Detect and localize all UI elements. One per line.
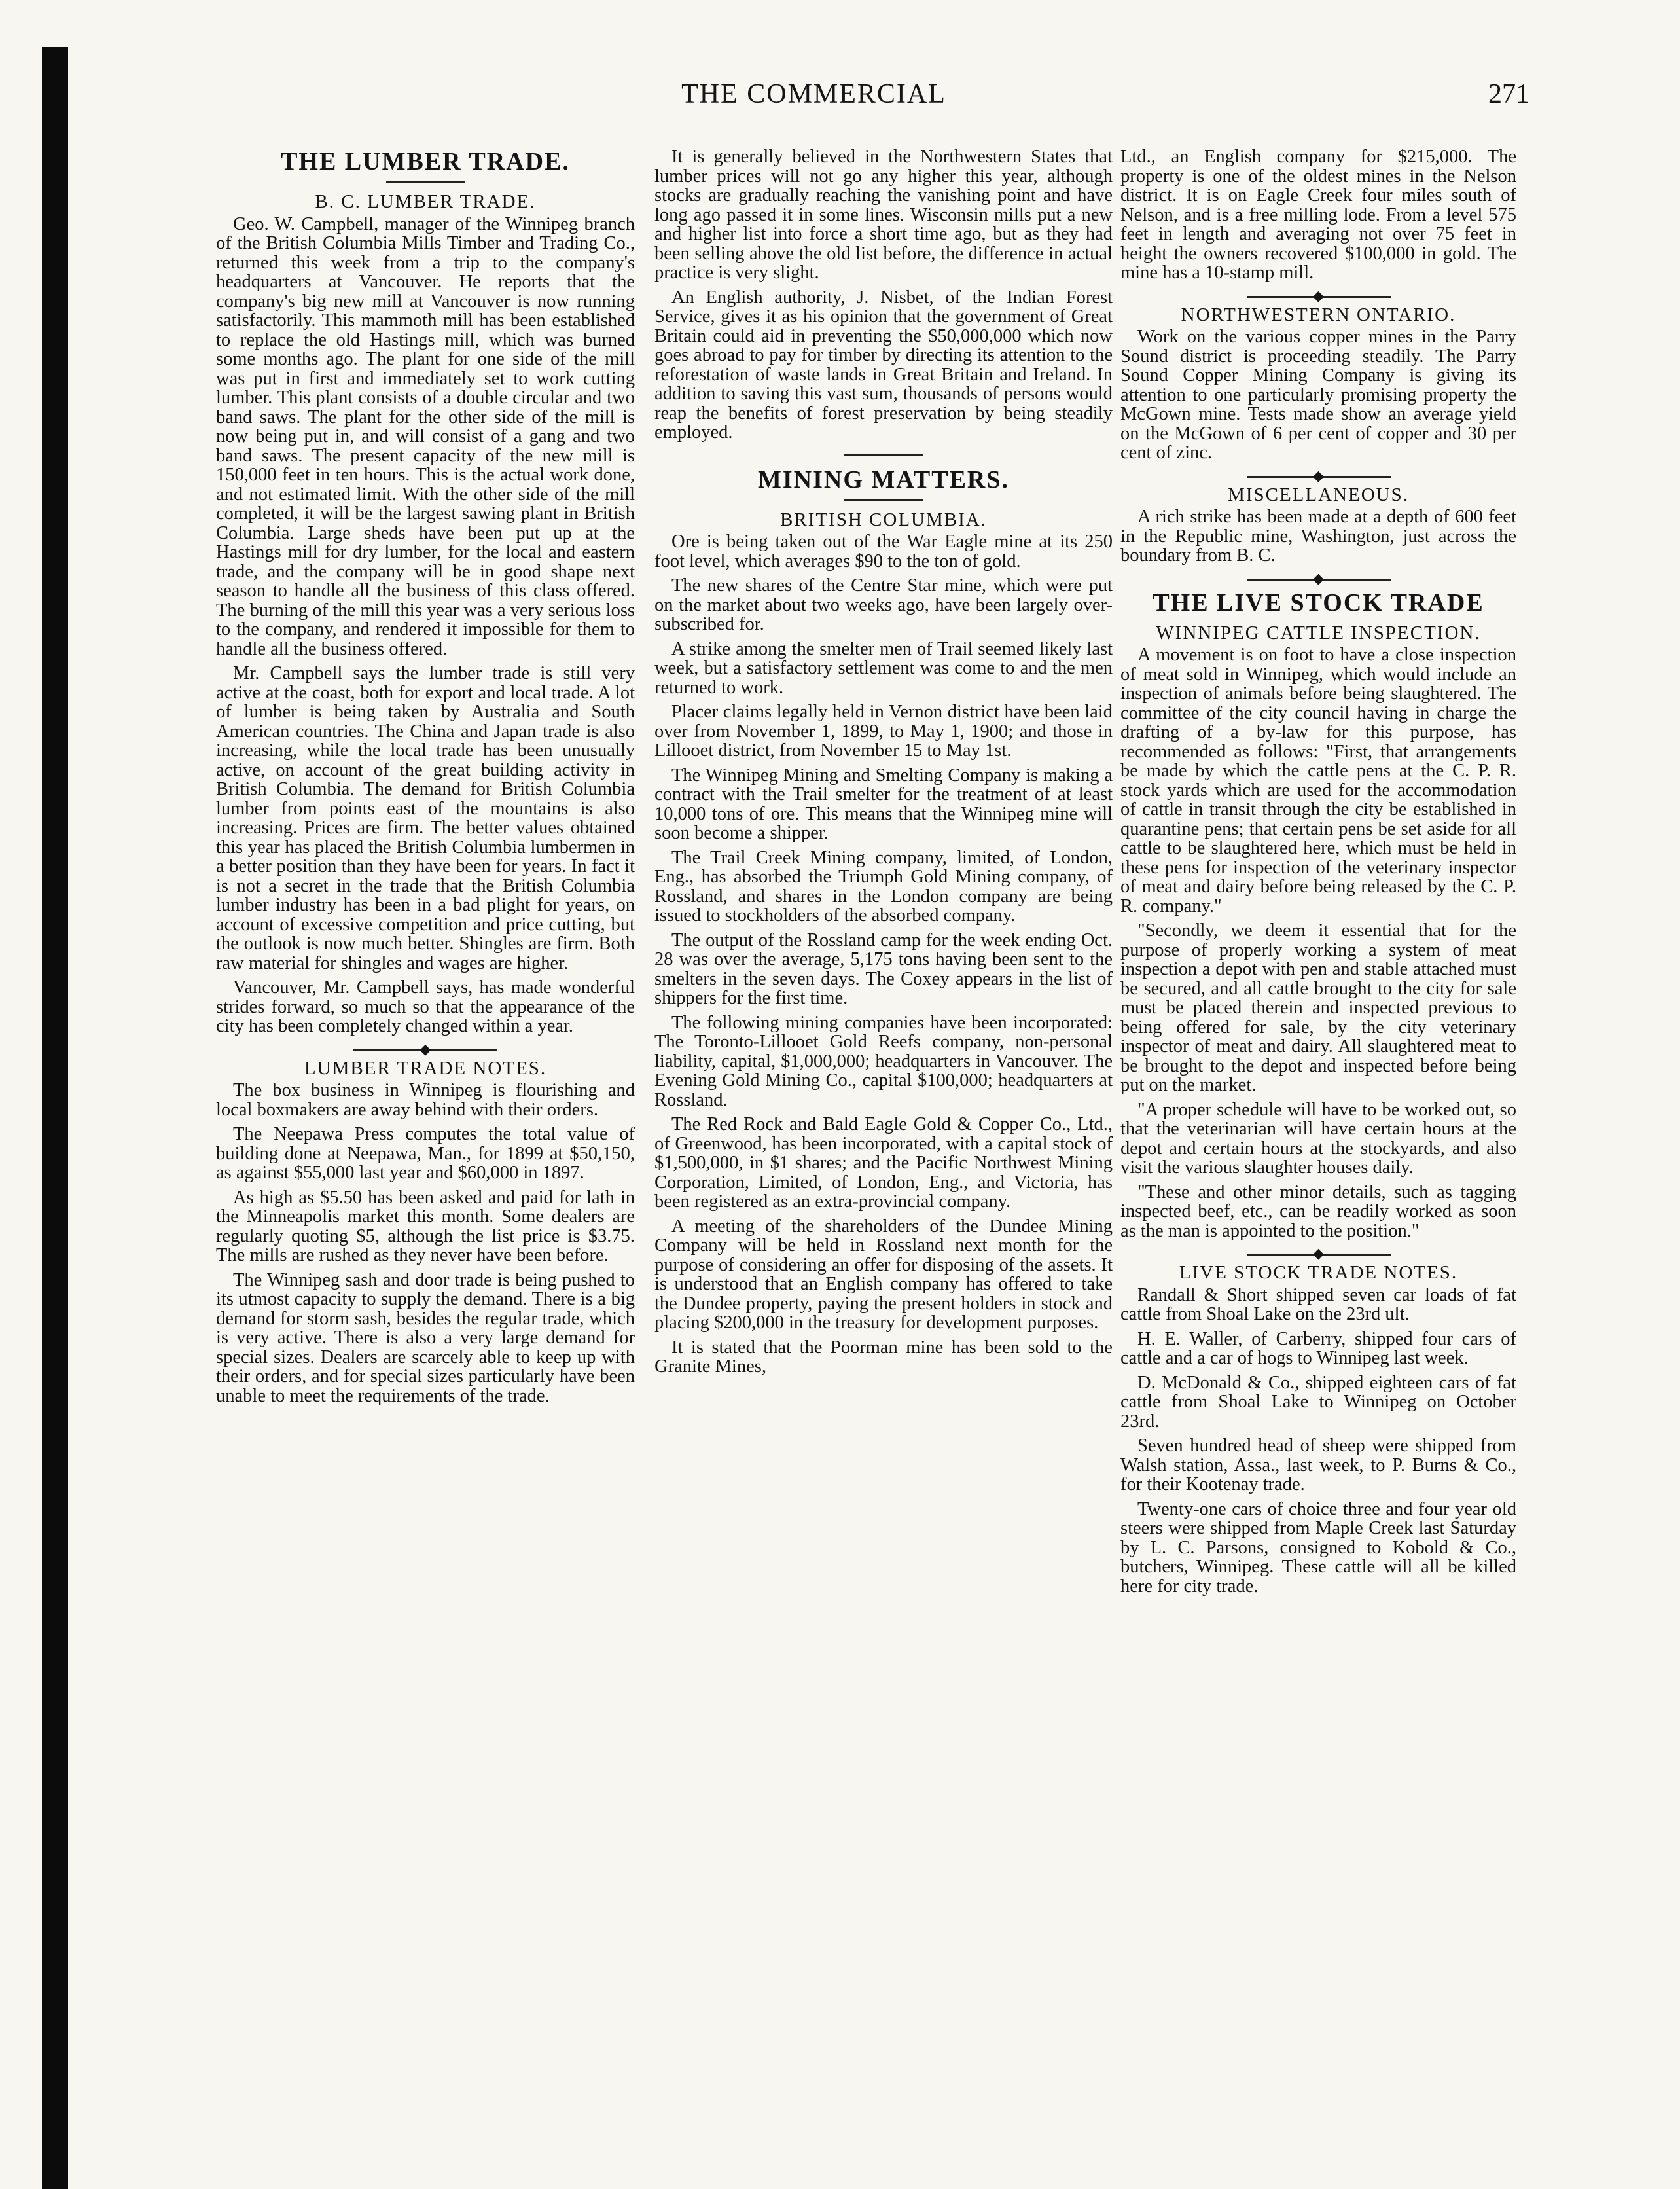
column-3 [1120,147,1516,2163]
subheading-miscellaneous: MISCELLANEOUS. [1228,484,1409,505]
article-paragraph: The Winnipeg Mining and Smelting Company is making a contract with the Trail smelter for the treatment of at least 10,000 tons of ore. This means that the Winnipeg mine will soon become a shipper. [654,765,1113,843]
section-heading-mining-matters: MINING MATTERS. [758,465,1009,494]
subheading-live-stock-trade-notes: LIVE STOCK TRADE NOTES. [1179,1262,1458,1283]
note-paragraph: D. McDonald & Co., shipped eighteen cars of fat cattle from Shoal Lake to Winnipeg on October 23rd. [1120,1372,1516,1432]
article-paragraph: "These and other minor details, such as tagging inspected beef, etc., can be readily worked as soon as the man is appointed to the position." [1120,1182,1516,1241]
subheading-winnipeg-cattle-inspection: WINNIPEG CATTLE INSPECTION. [1156,622,1481,643]
publication-title: THE COMMERCIAL [681,79,946,109]
article-paragraph: A meeting of the shareholders of the Dundee Mining Company will be held in Rossland next month for the purpose of considering an offer for disposing of the assets. It is understood that an English company has offered to take the Dundee property, paying the present holders in stock and placing $200,000 in the treasury for development purposes. [654,1216,1113,1333]
article-paragraph: A movement is on foot to have a close inspection of meat sold in Winnipeg, which would include an inspection of animals before being slaughtered. The committee of the city council having in charge the drafting of a by-law for this purpose, has recommended as follows: "First, that arrangements be made by which the cattle pens at the C. P. R. stock yards which are used for the accommodation of cattle in transit through the city be established in quarantine pens; that certain pens be set aside for all cattle to be slaughtered here, which must be held in these pens for inspection of the veterinary inspector of meat and dairy before being released by the C. P. R. company." [1120,645,1516,916]
note-paragraph: H. E. Waller, of Carberry, shipped four cars of cattle and a car of hogs to Winnipeg last week. [1120,1328,1516,1368]
note-paragraph: As high as $5.50 has been asked and paid for lath in the Minneapolis market this month. Some dealers are regularly quoting $5, although the list price is $3.75. The mills are rushed as they never have been before. [216,1187,635,1265]
article-paragraph: Ltd., an English company for $215,000. The property is one of the oldest mines in the Nelson district. It is on Eagle Creek four miles south of Nelson, and is a free milling lode. From a level 575 feet in length and averaging not over 75 feet in height the owners recovered $100,000 in gold. The mine has a 10-stamp mill. [1120,147,1516,283]
section-heading-live-stock-trade: THE LIVE STOCK TRADE [1153,588,1484,617]
page-number: 271 [1488,79,1529,109]
article-paragraph: "Secondly, we deem it essential that for the purpose of properly working a system of meat inspection a depot with pen and stable attached must be secured, and all cattle brought to the city for sale must be placed therein and inspected previous to being offered for sale, by the city veterinary inspector of meat and dairy. All slaughtered meat to be brought to the depot and inspected before being put on the market. [1120,920,1516,1095]
article-paragraph: Vancouver, Mr. Campbell says, has made wonderful strides forward, so much so that the appearance of the city has been completely changed within a year. [216,977,635,1036]
binding-edge [42,47,68,2189]
article-paragraph: It is stated that the Poorman mine has been sold to the Granite Mines, [654,1337,1113,1377]
article-paragraph: A strike among the smelter men of Trail seemed likely last week, but a satisfactory settlement was come to and the men returned to work. [654,638,1113,698]
note-paragraph: The Winnipeg sash and door trade is being pushed to its utmost capacity to supply the demand. There is a big demand for storm sash, besides the regular trade, which is very active. There is also a very large demand for special sizes. Dealers are scarcely able to keep up with their orders, and for special sizes particularly have been unable to meet the requirements of the trade. [216,1269,635,1406]
article-paragraph: Placer claims legally held in Vernon district have been laid over from November 1, 1899, to May 1, 1900; and those in Lillooet district, from November 15 to May 1st. [654,702,1113,761]
subheading-northwestern-ontario: NORTHWESTERN ONTARIO. [1181,304,1456,325]
note-paragraph: Seven hundred head of sheep were shipped from Walsh station, Assa., last week, to P. Burns & Co., for their Kootenay trade. [1120,1436,1516,1494]
section-divider [1247,1254,1391,1256]
article-paragraph: The Red Rock and Bald Eagle Gold & Copper Co., Ltd., of Greenwood, has been incorporated, with a capital stock of $1,500,000, in $1 shares; and the Pacific Northwest Mining Corporation, Limited, of London, Eng., and Victoria, has been registered as an extra-provincial company. [654,1114,1113,1212]
article-paragraph: It is generally believed in the Northwestern States that lumber prices will not go any higher this year, although stocks are gradually reaching the vanishing point and have long ago passed it in some lines. Wisconsin mills put a new and higher list into force a short time ago, but as they had been selling above the old list before, the difference in actual practice is very slight. [654,147,1113,283]
article-paragraph: A rich strike has been made at a depth of 600 feet in the Republic mine, Washington, just across the boundary from B. C. [1120,507,1516,566]
article-paragraph: Work on the various copper mines in the Parry Sound district is proceeding steadily. The Parry Sound Copper Mining Company is giving its attention to one particularly promising property the McGown mine. Tests made show an average yield on the McGown of 6 per cent of copper and 30 per cent of zinc. [1120,327,1516,463]
section-divider [1247,296,1391,298]
note-paragraph: The Neepawa Press computes the total value of building done at Neepawa, Man., for 1899 at $50,150, as against $55,000 last year and $60,000 in 1897. [216,1124,635,1183]
note-paragraph: The box business in Winnipeg is flourishing and local boxmakers are away behind with their orders. [216,1080,635,1120]
article-paragraph: The new shares of the Centre Star mine, which were put on the market about two weeks ago, have been largely over-subscribed for. [654,575,1113,634]
subheading-bc-lumber-trade: B. C. LUMBER TRADE. [315,191,536,212]
section-divider [1247,476,1391,478]
section-heading-lumber-trade: THE LUMBER TRADE. [281,148,570,175]
heading-rule [844,499,923,501]
note-paragraph: Randall & Short shipped seven car loads of fat cattle from Shoal Lake on the 23rd ult. [1120,1284,1516,1324]
column-2 [654,147,1113,2163]
note-paragraph: Twenty-one cars of choice three and four year old steers were shipped from Maple Creek last Saturday by L. C. Parsons, consigned to Kobold & Co., butchers, Winnipeg. These cattle will all be killed here for city trade. [1120,1498,1516,1597]
article-paragraph: Geo. W. Campbell, manager of the Winnipeg branch of the British Columbia Mills Timber and Trading Co., returned this week from a trip to the company's headquarters at Vancouver. He reports that the company's big new mill at Vancouver is now running satisfactorily. This mammoth mill has been established to replace the old Hastings mill, which was burned some months ago. The plant for one side of the mill was put in first and immediately set to work cutting lumber. This plant consists of a double circular and two band saws. The plant for the other side of the mill is now being put in, and will consist of a gang and two band saws. The present capacity of the new mill is 150,000 feet in ten hours. This is the actual work done, and not estimated limit. With the other side of the mill completed, it will be the largest sawing plant in British Columbia. Large sheds have been put up at the Hastings mill for dry lumber, for the local and eastern trade, and the company will be in good shape next season to handle all the business of this class offered. The burning of the mill this year was a very serious loss to the company, and rendered it impossible for them to handle all the business offered. [216,213,635,659]
article-paragraph: The output of the Rossland camp for the week ending Oct. 28 was over the average, 5,175 tons having been sent to the smelters in the seven days. The Coxey appears in the list of shippers for the first time. [654,930,1113,1008]
column-1 [216,147,635,2163]
heading-rule [844,454,923,456]
section-divider [1247,579,1391,581]
page-header [98,79,1529,120]
section-divider [353,1049,497,1051]
article-paragraph: "A proper schedule will have to be worked out, so that the veterinarian will have certain hours at the depot and certain hours at the stockyards, and also visit the various slaughter houses daily. [1120,1099,1516,1178]
article-paragraph: The Trail Creek Mining company, limited, of London, Eng., has absorbed the Triumph Gold Mining company, of Rossland, and shares in the London company are being issued to stockholders of the absorbed company. [654,847,1113,926]
heading-rule [386,181,465,183]
article-paragraph: Ore is being taken out of the War Eagle mine at its 250 foot level, which averages $90 to the ton of gold. [654,532,1113,571]
subheading-british-columbia: BRITISH COLUMBIA. [780,509,987,530]
article-paragraph: Mr. Campbell says the lumber trade is still very active at the coast, both for export and local trade. A lot of lumber is being taken by Australia and South American countries. The China and Japan trade is also increasing, while the local trade has been unusually active, on account of the great building activity in British Columbia. The demand for British Columbia lumber from points east of the mountains is also increasing. Prices are firm. The better values obtained this year has placed the British Columbia lumbermen in a better position than they have been for years. In fact it is not a secret in the trade that the British Columbia lumber industry has been in a bad plight for years, on account of excessive competition and price cutting, but the outlook is now much better. Shingles are firm. Both raw material for shingles and wages are higher. [216,663,635,973]
article-paragraph: The following mining companies have been incorporated: The Toronto-Lillooet Gold Reefs company, non-personal liability, capital, $1,000,000; headquarters in Vancouver. The Evening Gold Mining Co., capital $100,000; headquarters at Rossland. [654,1012,1113,1110]
subheading-lumber-trade-notes: LUMBER TRADE NOTES. [304,1057,547,1079]
article-paragraph: An English authority, J. Nisbet, of the Indian Forest Service, gives it as his opinion that the government of Great Britain could aid in preventing the $50,000,000 which now goes abroad to pay for timber by directing its attention to the reforestation of waste lands in Great Britain and Ireland. In addition to saving this vast sum, thousands of persons would reap the benefits of forest preservation by being steadily employed. [654,287,1113,443]
